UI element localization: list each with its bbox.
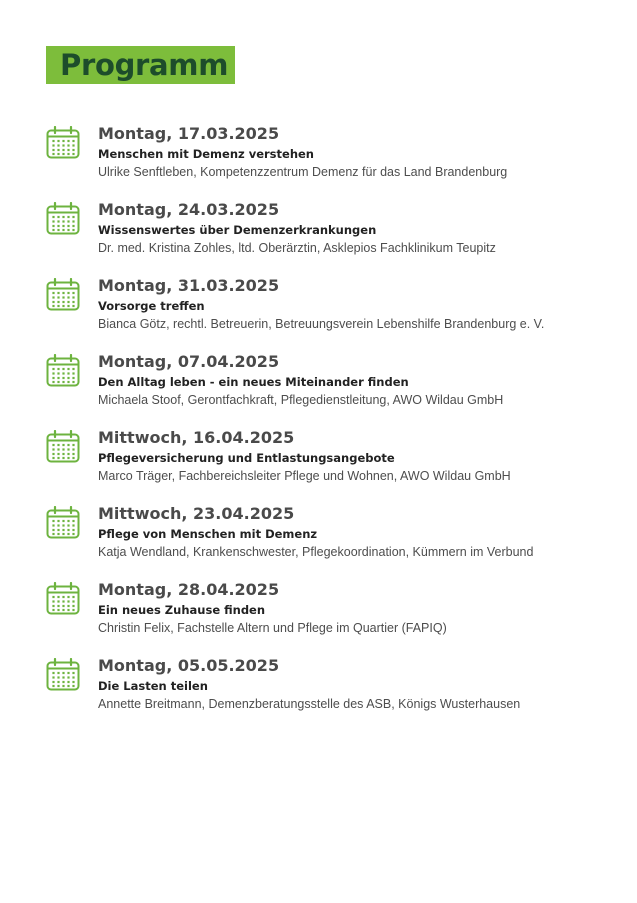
- event-speaker: Annette Breitmann, Demenzberatungsstelle des ASB, Königs Wusterhausen: [98, 697, 521, 711]
- event-date: Mittwoch, 16.04.2025: [98, 428, 295, 447]
- event-speaker: Dr. med. Kristina Zohles, ltd. Oberärztin, Asklepios Fachklinikum Teupitz: [98, 241, 496, 255]
- event-speaker: Christin Felix, Fachstelle Altern und Pflege im Quartier (FAPIQ): [98, 621, 447, 635]
- event-item: [46, 200, 606, 276]
- event-body: [98, 352, 598, 408]
- event-title: Pflegeversicherung und Entlastungsangebote: [98, 451, 395, 465]
- event-body: [98, 276, 598, 332]
- event-speaker: Marco Träger, Fachbereichsleiter Pflege und Wohnen, AWO Wildau GmbH: [98, 469, 511, 483]
- event-title: Vorsorge treffen: [98, 299, 205, 313]
- event-date: Montag, 05.05.2025: [98, 656, 280, 675]
- event-item: [46, 580, 606, 656]
- event-title: Menschen mit Demenz verstehen: [98, 147, 314, 161]
- calendar-icon: [46, 582, 80, 616]
- event-speaker: Bianca Götz, rechtl. Betreuerin, Betreuungsverein Lebenshilfe Brandenburg e. V.: [98, 317, 545, 331]
- page-title: Programm: [60, 47, 229, 82]
- event-date: Montag, 24.03.2025: [98, 200, 280, 219]
- calendar-icon: [46, 430, 80, 464]
- event-speaker: Katja Wendland, Krankenschwester, Pflegekoordination, Kümmern im Verbund: [98, 545, 534, 559]
- calendar-icon: [46, 202, 80, 236]
- event-item: [46, 352, 606, 428]
- event-item: [46, 504, 606, 580]
- calendar-icon: [46, 506, 80, 540]
- event-date: Montag, 07.04.2025: [98, 352, 280, 371]
- event-speaker: Michaela Stoof, Gerontfachkraft, Pflegedienstleitung, AWO Wildau GmbH: [98, 393, 504, 407]
- event-body: [98, 428, 598, 484]
- event-title: Die Lasten teilen: [98, 679, 208, 693]
- event-item: [46, 276, 606, 352]
- calendar-icon: [46, 354, 80, 388]
- calendar-icon: [46, 126, 80, 160]
- event-title: Ein neues Zuhause finden: [98, 603, 266, 617]
- event-body: [98, 656, 598, 712]
- event-body: [98, 580, 598, 636]
- event-body: [98, 124, 598, 180]
- calendar-icon: [46, 278, 80, 312]
- event-date: Montag, 17.03.2025: [98, 124, 280, 143]
- page-title-banner: [46, 46, 235, 84]
- event-item: [46, 656, 606, 732]
- event-body: [98, 200, 598, 256]
- calendar-icon: [46, 658, 80, 692]
- event-title: Pflege von Menschen mit Demenz: [98, 527, 318, 541]
- event-title: Den Alltag leben - ein neues Miteinander finden: [98, 375, 409, 389]
- event-item: [46, 124, 606, 200]
- event-title: Wissenswertes über Demenzerkrankungen: [98, 223, 377, 237]
- event-list: [46, 124, 606, 732]
- event-body: [98, 504, 598, 560]
- event-speaker: Ulrike Senftleben, Kompetenzzentrum Demenz für das Land Brandenburg: [98, 165, 508, 179]
- event-date: Montag, 28.04.2025: [98, 580, 280, 599]
- event-date: Mittwoch, 23.04.2025: [98, 504, 295, 523]
- event-date: Montag, 31.03.2025: [98, 276, 280, 295]
- event-item: [46, 428, 606, 504]
